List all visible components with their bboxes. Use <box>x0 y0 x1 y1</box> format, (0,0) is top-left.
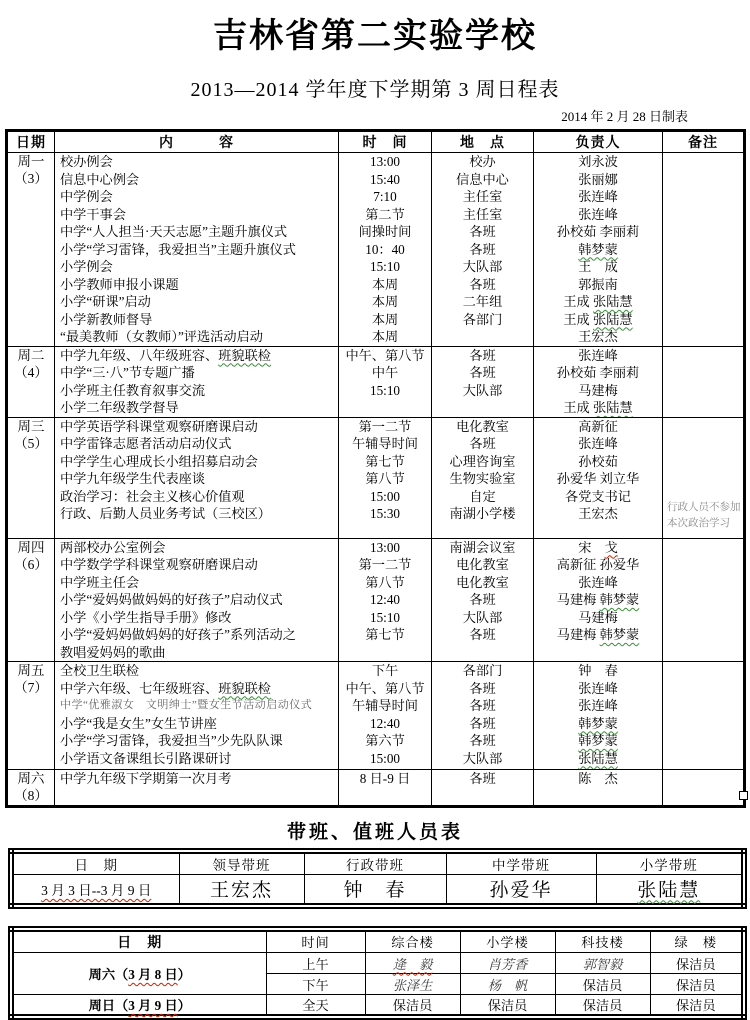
duty-header <box>11 851 744 875</box>
content-line: 小学《小学生指导手册》修改 <box>55 609 338 627</box>
place-cell-line: 电化教室 <box>432 418 533 436</box>
content-line <box>55 680 338 698</box>
text-segment: 王成 <box>563 294 593 309</box>
person-cell-line <box>534 539 662 557</box>
person-cell-line: 孙校茹 李丽莉 <box>534 223 662 241</box>
time-cell <box>339 153 432 347</box>
day-label: 周六 <box>8 770 54 787</box>
content-line: 中学九年级学生代表座谈 <box>55 470 338 488</box>
person-cell-line: 钟 春 <box>534 662 662 680</box>
content-cell <box>55 770 339 807</box>
place-cell <box>432 153 534 347</box>
duty-name-cell <box>596 875 744 906</box>
schedule-column-header: 备注 <box>663 131 745 153</box>
person-cell-line <box>534 293 662 311</box>
place-cell-line: 各班 <box>432 680 533 698</box>
table-resize-handle <box>739 791 748 800</box>
person-cell <box>534 417 663 538</box>
content-line: 两部校办公室例会 <box>55 539 338 557</box>
content-line: “最美教师（女教师）”评选活动启动 <box>55 328 338 346</box>
person-cell-line: 张连峰 <box>534 697 662 715</box>
time-cell-line: 本周 <box>339 328 431 346</box>
place-cell-line: 各班 <box>432 715 533 733</box>
remark-cell <box>663 417 745 538</box>
duty-roster-table <box>8 848 747 909</box>
schedule-header-row <box>7 131 745 153</box>
content-cell <box>55 662 339 770</box>
text-segment: 3 月 9 日 <box>128 998 177 1013</box>
text-segment: 张陆慧 <box>593 400 633 415</box>
remark-cell <box>663 153 745 347</box>
text-segment: ） <box>178 998 191 1013</box>
duty-column-header: 领导带班 <box>179 851 304 875</box>
cleaning-time-cell: 上午 <box>266 953 365 974</box>
place-cell-line: 各班 <box>432 241 533 259</box>
day-cell <box>7 153 55 347</box>
time-cell-line: 第八节 <box>339 470 431 488</box>
schedule-subtitle: 2013—2014 学年度下学期第 3 周日程表 <box>0 73 750 102</box>
schedule-section <box>7 153 745 347</box>
time-cell-line: 午辅导时间 <box>339 697 431 715</box>
person-cell-line: 孙爱华 刘立华 <box>534 470 662 488</box>
text-segment: 周日（ <box>89 998 129 1013</box>
text-segment: 班貌联检 <box>218 681 271 696</box>
duty-body <box>11 875 744 906</box>
cleaning-staff-cell: 保洁员 <box>555 974 650 995</box>
text-segment: 张陆慧 <box>593 294 633 309</box>
remark-cell <box>663 346 745 417</box>
place-cell-line: 大队部 <box>432 382 533 400</box>
place-cell-line: 信息中心 <box>432 171 533 189</box>
day-label: 周一 <box>8 153 54 170</box>
text-segment: 逄 毅 <box>393 957 433 972</box>
person-cell-line: 张连峰 <box>534 206 662 224</box>
content-line: 中学学生心理成长小组招募启动会 <box>55 453 338 471</box>
person-cell <box>534 153 663 347</box>
content-line: 政治学习：社会主义核心价值观 <box>55 488 338 506</box>
content-line: 中学数学学科课堂观察研磨课启动 <box>55 556 338 574</box>
schedule-header <box>7 131 745 153</box>
time-cell-line: 15:10 <box>339 382 431 400</box>
person-cell-line <box>534 732 662 750</box>
day-number: （3） <box>8 170 54 187</box>
time-cell-line: 15:10 <box>339 258 431 276</box>
place-cell-line: 各班 <box>432 276 533 294</box>
cleaning-staff-cell <box>555 953 650 974</box>
time-cell-line: 第二节 <box>339 206 431 224</box>
content-line: 校办例会 <box>55 153 338 171</box>
time-cell <box>339 770 432 807</box>
schedule-column-header: 负责人 <box>534 131 663 153</box>
cleaning-row <box>11 995 744 1018</box>
content-line: 小学语文备课组长引路课研讨 <box>55 750 338 768</box>
schedule-section <box>7 770 745 807</box>
person-cell <box>534 770 663 807</box>
duty-column-header: 中学带班 <box>446 851 596 875</box>
time-cell-line: 15:10 <box>339 609 431 627</box>
person-cell-line: 张连峰 <box>534 680 662 698</box>
time-cell-line: 第七节 <box>339 626 431 644</box>
place-cell <box>432 346 534 417</box>
cleaning-staff-cell: 保洁员 <box>365 995 460 1018</box>
time-cell-line: 中午 <box>339 364 431 382</box>
content-line: 小学例会 <box>55 258 338 276</box>
cleaning-header <box>11 929 744 953</box>
person-cell-line: 高新征 孙爱华 <box>534 556 662 574</box>
duty-column-header: 小学带班 <box>596 851 744 875</box>
text-segment: 韩梦蒙 <box>600 592 640 607</box>
content-line <box>55 697 338 715</box>
place-cell-line: 各班 <box>432 347 533 365</box>
remark-note <box>667 500 741 532</box>
place-cell-line: 南湖会议室 <box>432 539 533 557</box>
time-cell-line: 第八节 <box>339 574 431 592</box>
place-cell-line: 大队部 <box>432 609 533 627</box>
person-cell-line <box>534 311 662 329</box>
place-cell <box>432 662 534 770</box>
person-cell-line: 孙校茹 <box>534 453 662 471</box>
text-segment: 王成 <box>563 312 593 327</box>
day-label: 周四 <box>8 539 54 556</box>
schedule-section <box>7 538 745 662</box>
time-cell-line: 第一二节 <box>339 418 431 436</box>
cleaning-staff-cell: 保洁员 <box>555 995 650 1018</box>
content-line: 中学例会 <box>55 188 338 206</box>
day-number: （5） <box>8 435 54 452</box>
schedule-column-header: 日期 <box>7 131 55 153</box>
person-cell <box>534 662 663 770</box>
time-cell-line: 中午、第八节 <box>339 680 431 698</box>
schedule-section <box>7 417 745 538</box>
day-label: 周三 <box>8 418 54 435</box>
cleaning-column-header: 日 期 <box>11 929 266 953</box>
duty-row <box>11 875 744 906</box>
remark-line: 本次政治学习 <box>667 516 741 532</box>
cleaning-staff-cell <box>365 974 460 995</box>
person-cell-line: 各党支书记 <box>534 488 662 506</box>
text-segment: 韩梦蒙 <box>578 733 618 748</box>
remark-cell <box>663 770 745 807</box>
place-cell-line: 大队部 <box>432 750 533 768</box>
time-cell-line: 本周 <box>339 276 431 294</box>
place-cell <box>432 417 534 538</box>
text-segment: 韩梦蒙 <box>600 627 640 642</box>
place-cell-line: 南湖小学楼 <box>432 505 533 523</box>
content-line: 中学英语学科课堂观察研磨课启动 <box>55 418 338 436</box>
place-cell-line: 各班 <box>432 732 533 750</box>
text-segment: 马建梅 <box>557 592 600 607</box>
time-cell-line: 第六节 <box>339 732 431 750</box>
place-cell-line: 主任室 <box>432 188 533 206</box>
content-line: 中学班主任会 <box>55 574 338 592</box>
time-cell-line: 本周 <box>339 293 431 311</box>
person-cell-line: 张连峰 <box>534 347 662 365</box>
content-line: 小学“学习雷锋，我爱担当”主题升旗仪式 <box>55 241 338 259</box>
content-line: 小学“爱妈妈做妈妈的好孩子”启动仪式 <box>55 591 338 609</box>
time-cell-line: 15:00 <box>339 750 431 768</box>
duty-name-cell: 王宏杰 <box>179 875 304 906</box>
time-cell-line: 10：40 <box>339 241 431 259</box>
place-cell-line: 二年组 <box>432 293 533 311</box>
content-line: 行政、后勤人员业务考试（三校区） <box>55 505 338 523</box>
person-cell <box>534 538 663 662</box>
time-cell-line: 午辅导时间 <box>339 435 431 453</box>
text-segment: 周六（ <box>89 967 129 982</box>
content-line: 小学二年级教学督导 <box>55 399 338 417</box>
day-number: （8） <box>8 787 54 804</box>
day-number: （6） <box>8 556 54 573</box>
person-cell-line: 张连峰 <box>534 435 662 453</box>
content-line: 中学九年级下学期第一次月考 <box>55 770 338 788</box>
person-cell-line: 刘永波 <box>534 153 662 171</box>
person-cell-line <box>534 715 662 733</box>
text-segment: 郭智毅 <box>583 957 623 972</box>
date-note: 2014 年 2 月 28 日制表 <box>0 106 750 125</box>
content-line <box>55 347 338 365</box>
content-line: 小学“爱妈妈做妈妈的好孩子”系列活动之 <box>55 626 338 644</box>
place-cell <box>432 538 534 662</box>
place-cell-line: 各班 <box>432 435 533 453</box>
text-segment: 张陆慧 <box>637 880 700 901</box>
schedule-section <box>7 346 745 417</box>
duty-column-header: 行政带班 <box>304 851 446 875</box>
text-segment: 中学“优雅淑女 文明绅士”暨女生节活动启动仪式 <box>60 699 312 711</box>
day-cell <box>7 538 55 662</box>
person-cell <box>534 346 663 417</box>
content-line: 中学雷锋志愿者活动启动仪式 <box>55 435 338 453</box>
text-segment: 肖芳香 <box>488 957 528 972</box>
duty-header-row <box>11 851 744 875</box>
place-cell <box>432 770 534 807</box>
person-cell-line: 王 成 <box>534 258 662 276</box>
time-cell-line: 7:10 <box>339 188 431 206</box>
schedule-column-header: 内 容 <box>55 131 339 153</box>
cleaning-staff-cell <box>460 974 555 995</box>
content-line: 小学“学习雷锋，我爱担当”少先队队课 <box>55 732 338 750</box>
schedule-column-header: 地 点 <box>432 131 534 153</box>
text-segment: 韩梦蒙 <box>578 242 618 257</box>
person-cell-line: 张连峰 <box>534 188 662 206</box>
time-cell-line: 本周 <box>339 311 431 329</box>
remark-line: 行政人员不参加 <box>667 500 741 516</box>
place-cell-line: 各部门 <box>432 311 533 329</box>
content-line: 全校卫生联检 <box>55 662 338 680</box>
cleaning-body <box>11 953 744 1018</box>
day-cell <box>7 662 55 770</box>
text-segment: 戈 <box>605 540 618 555</box>
cleaning-time-cell: 下午 <box>266 974 365 995</box>
day-label: 周二 <box>8 347 54 364</box>
place-cell-line: 各班 <box>432 364 533 382</box>
content-line: 小学新教师督导 <box>55 311 338 329</box>
text-segment: 张泽生 <box>393 978 433 993</box>
content-line: 中学“三·八”节专题广播 <box>55 364 338 382</box>
person-cell-line: 马建梅 <box>534 609 662 627</box>
place-cell-line: 大队部 <box>432 258 533 276</box>
schedule-column-header: 时 间 <box>339 131 432 153</box>
place-cell-line: 各班 <box>432 697 533 715</box>
place-cell-line: 生物实验室 <box>432 470 533 488</box>
cleaning-day-cell <box>11 953 266 995</box>
text-segment: 马建梅 <box>557 627 600 642</box>
cleaning-column-header: 科技楼 <box>555 929 650 953</box>
text-segment: 张陆慧 <box>578 751 618 766</box>
person-cell-line: 王宏杰 <box>534 505 662 523</box>
text-segment: 中学六年级、七年级班容、 <box>60 681 218 696</box>
time-cell <box>339 662 432 770</box>
place-cell-line: 各班 <box>432 591 533 609</box>
place-cell-line: 电化教室 <box>432 556 533 574</box>
place-cell-line: 各班 <box>432 626 533 644</box>
text-segment: ） <box>178 967 191 982</box>
time-cell-line: 下午 <box>339 662 431 680</box>
schedule-body <box>7 153 745 807</box>
content-line: 小学教师申报小课题 <box>55 276 338 294</box>
person-cell-line: 张丽娜 <box>534 171 662 189</box>
place-cell-line: 各班 <box>432 223 533 241</box>
content-line: 教唱爱妈妈的歌曲 <box>55 644 338 662</box>
cleaning-staff-cell <box>365 953 460 974</box>
time-cell-line: 中午、第八节 <box>339 347 431 365</box>
time-cell-line: 间操时间 <box>339 223 431 241</box>
duty-table-title: 带班、值班人员表 <box>0 817 750 844</box>
person-cell-line <box>534 241 662 259</box>
person-cell-line: 孙校茹 李丽莉 <box>534 364 662 382</box>
text-segment: 韩梦蒙 <box>578 716 618 731</box>
text-segment: 王成 <box>563 400 593 415</box>
time-cell-line: 15:30 <box>339 505 431 523</box>
content-line: 中学干事会 <box>55 206 338 224</box>
time-cell-line: 15:00 <box>339 488 431 506</box>
time-cell <box>339 346 432 417</box>
person-cell-line: 王宏杰 <box>534 328 662 346</box>
duty-column-header: 日 期 <box>11 851 179 875</box>
content-cell <box>55 153 339 347</box>
place-cell-line: 主任室 <box>432 206 533 224</box>
place-cell-line: 校办 <box>432 153 533 171</box>
text-segment: 中学九年级、八年级班容、 <box>60 348 218 363</box>
person-cell-line <box>534 591 662 609</box>
cleaning-staff-cell: 保洁员 <box>650 953 744 974</box>
cleaning-row <box>11 953 744 974</box>
time-cell <box>339 417 432 538</box>
text-segment: 杨 帆 <box>488 978 528 993</box>
text-segment: 3 月 3 日--3 月 9 日 <box>41 883 151 898</box>
text-segment: 3 月 8 日 <box>128 967 177 982</box>
cleaning-time-cell: 全天 <box>266 995 365 1018</box>
cleaning-column-header: 绿 楼 <box>650 929 744 953</box>
content-cell <box>55 417 339 538</box>
weekly-schedule-table <box>5 129 746 808</box>
cleaning-header-row <box>11 929 744 953</box>
cleaning-staff-cell: 保洁员 <box>650 995 744 1018</box>
person-cell-line <box>534 626 662 644</box>
time-cell-line: 8 日-9 日 <box>339 770 431 788</box>
time-cell-line: 第七节 <box>339 453 431 471</box>
duty-name-cell: 钟 春 <box>304 875 446 906</box>
person-cell-line: 张连峰 <box>534 574 662 592</box>
cleaning-day-cell <box>11 995 266 1018</box>
cleaning-staff-cell: 保洁员 <box>460 995 555 1018</box>
time-cell <box>339 538 432 662</box>
cleaning-column-header: 时间 <box>266 929 365 953</box>
person-cell-line <box>534 399 662 417</box>
person-cell-line: 马建梅 <box>534 382 662 400</box>
text-segment: 班貌联检 <box>218 348 271 363</box>
day-label: 周五 <box>8 662 54 679</box>
text-segment: 张陆慧 <box>593 312 633 327</box>
person-cell-line <box>534 750 662 768</box>
person-cell-line: 高新征 <box>534 418 662 436</box>
day-cell <box>7 346 55 417</box>
school-title: 吉林省第二实验学校 <box>0 0 750 57</box>
time-cell-line: 12:40 <box>339 715 431 733</box>
content-line: 小学班主任教育叙事交流 <box>55 382 338 400</box>
content-line: 小学“我是女生”女生节讲座 <box>55 715 338 733</box>
time-cell-line: 13:00 <box>339 539 431 557</box>
text-segment: 宋 <box>578 540 604 555</box>
time-cell-line: 12:40 <box>339 591 431 609</box>
cleaning-column-header: 综合楼 <box>365 929 460 953</box>
day-number: （7） <box>8 679 54 696</box>
content-cell <box>55 346 339 417</box>
place-cell-line: 心理咨询室 <box>432 453 533 471</box>
duty-name-cell: 孙爱华 <box>446 875 596 906</box>
content-line: 中学“人人担当·天天志愿”主题升旗仪式 <box>55 223 338 241</box>
person-cell-line: 郭振南 <box>534 276 662 294</box>
time-cell-line: 15:40 <box>339 171 431 189</box>
person-cell-line: 陈 杰 <box>534 770 662 788</box>
cleaning-column-header: 小学楼 <box>460 929 555 953</box>
cleaning-staff-cell <box>460 953 555 974</box>
content-line: 小学“研课”启动 <box>55 293 338 311</box>
schedule-section <box>7 662 745 770</box>
content-line: 信息中心例会 <box>55 171 338 189</box>
day-cell <box>7 770 55 807</box>
place-cell-line: 自定 <box>432 488 533 506</box>
day-number: （4） <box>8 364 54 381</box>
time-cell-line: 13:00 <box>339 153 431 171</box>
cleaning-schedule-table <box>8 926 747 1020</box>
remark-cell <box>663 662 745 770</box>
content-cell <box>55 538 339 662</box>
time-cell-line: 第一二节 <box>339 556 431 574</box>
place-cell-line: 各班 <box>432 770 533 788</box>
day-cell <box>7 417 55 538</box>
place-cell-line: 电化教室 <box>432 574 533 592</box>
cleaning-staff-cell: 保洁员 <box>650 974 744 995</box>
place-cell-line: 各部门 <box>432 662 533 680</box>
duty-date-cell <box>11 875 179 906</box>
remark-cell <box>663 538 745 662</box>
